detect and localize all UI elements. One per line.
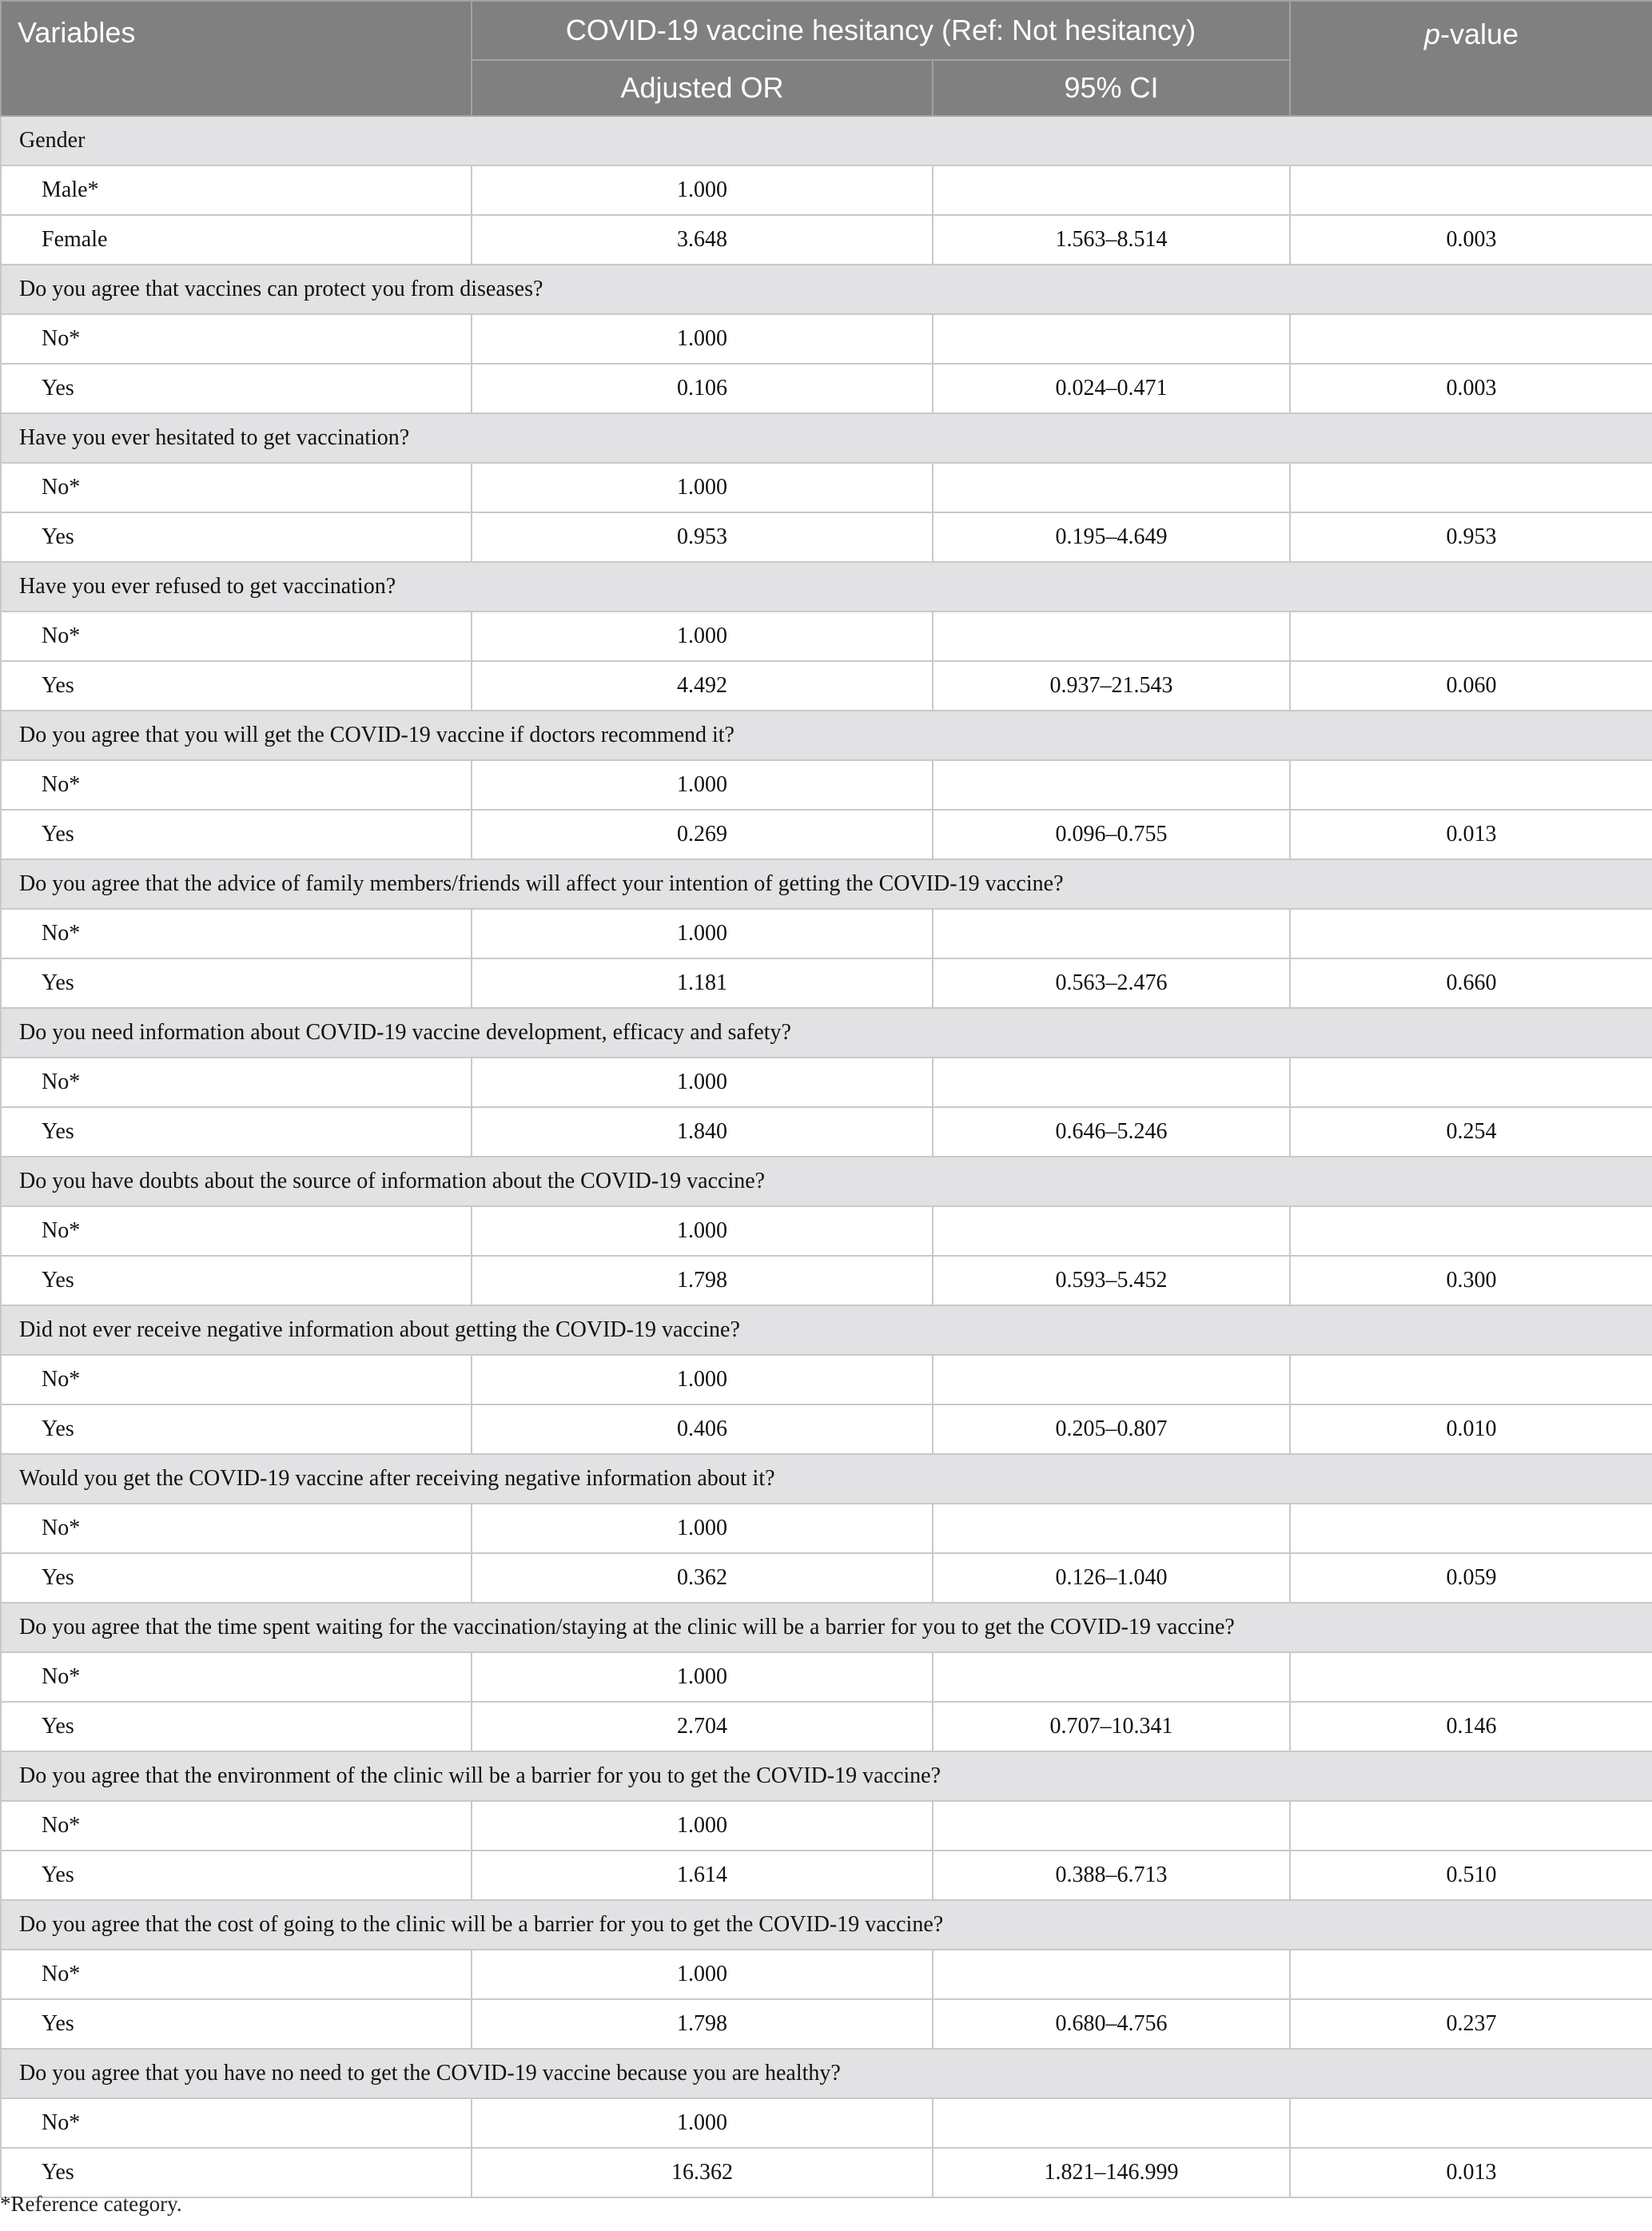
question-row: [1, 1157, 1652, 1206]
question-row: [1, 1454, 1652, 1504]
table-row: [1, 760, 1652, 810]
row-label: Yes: [1, 2148, 472, 2197]
adjusted-or-cell: 16.362: [472, 2148, 933, 2197]
question-label: Did not ever receive negative information about getting the COVID-19 vaccine?: [1, 1305, 1652, 1355]
ci-cell: [933, 1950, 1290, 1999]
ci-cell: [933, 1058, 1290, 1107]
table-header: [1, 1, 1652, 116]
ci-cell: [933, 2098, 1290, 2148]
adjusted-or-cell: 0.953: [472, 512, 933, 562]
question-label: Do you agree that you have no need to get the COVID-19 vaccine because you are healthy?: [1, 2049, 1652, 2098]
adjusted-or-cell: 4.492: [472, 661, 933, 711]
question-label: Do you agree that the cost of going to the clinic will be a barrier for you to get the COVID-19 vaccine?: [1, 1900, 1652, 1950]
p-value-cell: 0.060: [1290, 661, 1652, 711]
question-row: [1, 116, 1652, 165]
ci-cell: 0.096–0.755: [933, 810, 1290, 859]
ci-cell: 0.195–4.649: [933, 512, 1290, 562]
adjusted-or-cell: 1.000: [472, 909, 933, 958]
table-row: [1, 810, 1652, 859]
table-row: [1, 1851, 1652, 1900]
ci-cell: [933, 1652, 1290, 1702]
row-label: Yes: [1, 1999, 472, 2049]
variables-header: Variables: [1, 1, 472, 116]
ci-cell: 0.593–5.452: [933, 1256, 1290, 1305]
ci-cell: 0.646–5.246: [933, 1107, 1290, 1157]
adjusted-or-cell: 1.000: [472, 1206, 933, 1256]
row-label: No*: [1, 760, 472, 810]
adjusted-or-cell: 0.269: [472, 810, 933, 859]
table-row: [1, 512, 1652, 562]
ci-cell: [933, 612, 1290, 661]
row-label: No*: [1, 1058, 472, 1107]
adjusted-or-cell: 1.000: [472, 165, 933, 215]
row-label: No*: [1, 1652, 472, 1702]
row-label: Yes: [1, 1702, 472, 1751]
footnote: *Reference category.: [0, 2192, 182, 2216]
p-value-cell: [1290, 1652, 1652, 1702]
ci-cell: 0.205–0.807: [933, 1404, 1290, 1454]
table-row: [1, 2148, 1652, 2197]
row-label: No*: [1, 1801, 472, 1851]
ci-cell: 0.126–1.040: [933, 1553, 1290, 1603]
p-value-cell: 0.003: [1290, 364, 1652, 413]
ci-cell: [933, 1206, 1290, 1256]
table-row: [1, 215, 1652, 265]
adjusted-or-cell: 0.362: [472, 1553, 933, 1603]
table-row: [1, 1999, 1652, 2049]
row-label: Yes: [1, 1553, 472, 1603]
adjusted-or-cell: 1.000: [472, 1058, 933, 1107]
row-label: Yes: [1, 810, 472, 859]
table-body: [1, 116, 1652, 2197]
table-row: [1, 364, 1652, 413]
table-row: [1, 1355, 1652, 1404]
p-value-cell: 0.254: [1290, 1107, 1652, 1157]
adjusted-or-cell: 1.614: [472, 1851, 933, 1900]
row-label: No*: [1, 612, 472, 661]
p-value-cell: [1290, 1504, 1652, 1553]
table-row: [1, 1206, 1652, 1256]
table-row: [1, 1504, 1652, 1553]
p-value-cell: [1290, 1801, 1652, 1851]
p-value-cell: [1290, 612, 1652, 661]
p-value-cell: [1290, 760, 1652, 810]
question-row: [1, 711, 1652, 760]
question-label: Do you agree that the advice of family members/friends will affect your intention of getting the COVID-19 vaccine?: [1, 859, 1652, 909]
question-label: Have you ever refused to get vaccination?: [1, 562, 1652, 612]
ci-cell: 0.563–2.476: [933, 958, 1290, 1008]
p-value-cell: 0.059: [1290, 1553, 1652, 1603]
adjusted-or-cell: 1.000: [472, 1801, 933, 1851]
hesitancy-group-header: COVID-19 vaccine hesitancy (Ref: Not hesitancy): [472, 1, 1290, 60]
table-row: [1, 958, 1652, 1008]
row-label: No*: [1, 1950, 472, 1999]
row-label: Male*: [1, 165, 472, 215]
question-label: Do you have doubts about the source of information about the COVID-19 vaccine?: [1, 1157, 1652, 1206]
ci-cell: [933, 1504, 1290, 1553]
adjusted-or-cell: 1.000: [472, 314, 933, 364]
p-value-cell: 0.660: [1290, 958, 1652, 1008]
p-value-cell: 0.237: [1290, 1999, 1652, 2049]
ci-cell: [933, 909, 1290, 958]
adjusted-or-header: Adjusted OR: [472, 60, 933, 116]
p-value-cell: 0.146: [1290, 1702, 1652, 1751]
question-row: [1, 859, 1652, 909]
question-row: [1, 2049, 1652, 2098]
p-value-italic: p: [1423, 18, 1440, 50]
ci-cell: [933, 314, 1290, 364]
ci-cell: 0.024–0.471: [933, 364, 1290, 413]
ci-cell: 1.563–8.514: [933, 215, 1290, 265]
question-row: [1, 1751, 1652, 1801]
ci-cell: 0.680–4.756: [933, 1999, 1290, 2049]
question-row: [1, 1008, 1652, 1058]
p-value-cell: [1290, 909, 1652, 958]
table-row: [1, 1652, 1652, 1702]
adjusted-or-cell: 1.840: [472, 1107, 933, 1157]
question-row: [1, 562, 1652, 612]
adjusted-or-cell: 1.000: [472, 1950, 933, 1999]
row-label: No*: [1, 2098, 472, 2148]
adjusted-or-cell: 1.000: [472, 612, 933, 661]
row-label: Yes: [1, 512, 472, 562]
question-row: [1, 1603, 1652, 1652]
row-label: No*: [1, 463, 472, 512]
adjusted-or-cell: 1.000: [472, 1504, 933, 1553]
ci-cell: [933, 760, 1290, 810]
row-label: Yes: [1, 364, 472, 413]
adjusted-or-cell: 1.181: [472, 958, 933, 1008]
row-label: Yes: [1, 1404, 472, 1454]
adjusted-or-cell: 1.000: [472, 760, 933, 810]
p-value-cell: 0.300: [1290, 1256, 1652, 1305]
table-row: [1, 165, 1652, 215]
p-value-cell: [1290, 314, 1652, 364]
ci-cell: [933, 1355, 1290, 1404]
row-label: No*: [1, 1355, 472, 1404]
adjusted-or-cell: 3.648: [472, 215, 933, 265]
p-value-cell: [1290, 463, 1652, 512]
table-row: [1, 1256, 1652, 1305]
ci-cell: [933, 165, 1290, 215]
row-label: Yes: [1, 1851, 472, 1900]
p-value-cell: 0.953: [1290, 512, 1652, 562]
adjusted-or-cell: 1.798: [472, 1256, 933, 1305]
p-value-cell: [1290, 1355, 1652, 1404]
ci-cell: [933, 463, 1290, 512]
adjusted-or-cell: 0.406: [472, 1404, 933, 1454]
table-row: [1, 909, 1652, 958]
adjusted-or-cell: 1.000: [472, 1355, 933, 1404]
table-row: [1, 1058, 1652, 1107]
adjusted-or-cell: 1.798: [472, 1999, 933, 2049]
p-value-cell: [1290, 165, 1652, 215]
table-row: [1, 314, 1652, 364]
p-value-cell: 0.003: [1290, 215, 1652, 265]
table-row: [1, 1702, 1652, 1751]
row-label: No*: [1, 1504, 472, 1553]
ci-cell: 0.388–6.713: [933, 1851, 1290, 1900]
adjusted-or-cell: 0.106: [472, 364, 933, 413]
table-row: [1, 612, 1652, 661]
row-label: Yes: [1, 661, 472, 711]
row-label: No*: [1, 1206, 472, 1256]
row-label: No*: [1, 314, 472, 364]
p-value-suffix: -value: [1439, 18, 1519, 50]
adjusted-or-cell: 2.704: [472, 1702, 933, 1751]
table-row: [1, 1553, 1652, 1603]
p-value-cell: 0.010: [1290, 1404, 1652, 1454]
question-label: Do you agree that you will get the COVID-19 vaccine if doctors recommend it?: [1, 711, 1652, 760]
p-value-cell: [1290, 2098, 1652, 2148]
row-label: Yes: [1, 1256, 472, 1305]
p-value-cell: 0.510: [1290, 1851, 1652, 1900]
row-label: Yes: [1, 1107, 472, 1157]
ci-cell: 1.821–146.999: [933, 2148, 1290, 2197]
table-row: [1, 661, 1652, 711]
adjusted-or-cell: 1.000: [472, 2098, 933, 2148]
adjusted-or-cell: 1.000: [472, 1652, 933, 1702]
row-label: Female: [1, 215, 472, 265]
table-row: [1, 1107, 1652, 1157]
question-row: [1, 413, 1652, 463]
table-row: [1, 1950, 1652, 1999]
question-label: Do you agree that the environment of the clinic will be a barrier for you to get the COVID-19 vaccine?: [1, 1751, 1652, 1801]
question-label: Gender: [1, 116, 1652, 165]
table-row: [1, 463, 1652, 512]
p-value-cell: [1290, 1058, 1652, 1107]
question-label: Do you agree that vaccines can protect you from diseases?: [1, 265, 1652, 314]
question-label: Do you agree that the time spent waiting for the vaccination/staying at the clinic will be a barrier for you to get the COVID-19 vaccine?: [1, 1603, 1652, 1652]
question-label: Would you get the COVID-19 vaccine after receiving negative information about it?: [1, 1454, 1652, 1504]
p-value-cell: [1290, 1950, 1652, 1999]
ci-cell: 0.707–10.341: [933, 1702, 1290, 1751]
ci-cell: 0.937–21.543: [933, 661, 1290, 711]
row-label: Yes: [1, 958, 472, 1008]
question-row: [1, 265, 1652, 314]
question-row: [1, 1305, 1652, 1355]
p-value-cell: 0.013: [1290, 2148, 1652, 2197]
question-label: Have you ever hesitated to get vaccination?: [1, 413, 1652, 463]
p-value-header: [1290, 1, 1652, 116]
ci-cell: [933, 1801, 1290, 1851]
table-row: [1, 1404, 1652, 1454]
p-value-cell: [1290, 1206, 1652, 1256]
table-row: [1, 2098, 1652, 2148]
question-label: Do you need information about COVID-19 vaccine development, efficacy and safety?: [1, 1008, 1652, 1058]
adjusted-or-cell: 1.000: [472, 463, 933, 512]
row-label: No*: [1, 909, 472, 958]
p-value-cell: 0.013: [1290, 810, 1652, 859]
question-row: [1, 1900, 1652, 1950]
table-row: [1, 1801, 1652, 1851]
ci-header: 95% CI: [933, 60, 1290, 116]
